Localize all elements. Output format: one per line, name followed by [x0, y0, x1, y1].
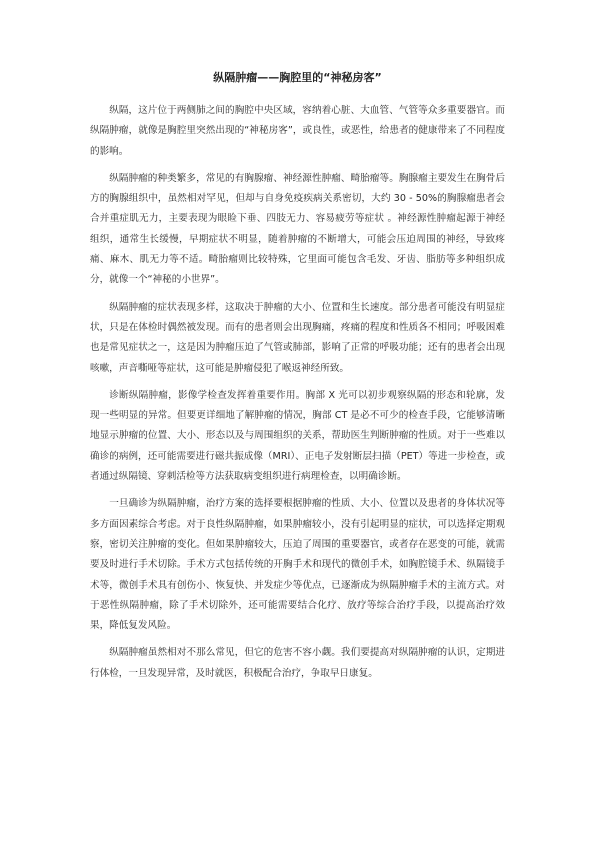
paragraph-symptoms: 纵隔肿瘤的症状表现多样，这取决于肿瘤的大小、位置和生长速度。部分患者可能没有明显症状，只是在体检时偶然被发现。而有的患者则会出现胸痛，疼痛的程度和性质各不相同；呼吸困难也是常见症状之一，这是因为肿瘤压迫了气管或肺部，影响了正常的呼吸功能；还有的患者会出现咳嗽，声音嘶哑等症状，这可能是肿瘤侵犯了喉返神经所致。: [90, 301, 505, 374]
paragraph-conclusion: 纵隔肿瘤虽然相对不那么常见，但它的危害不容小觑。我们要提高对纵隔肿瘤的认识，定期进行体检，一旦发现异常，及时就医，积极配合治疗，争取早日康复。: [90, 647, 505, 679]
paragraph-treatment: 一旦确诊为纵隔肿瘤，治疗方案的选择要根据肿瘤的性质、大小、位置以及患者的身体状况等多方面因素综合考虑。对于良性纵隔肿瘤，如果肿瘤较小，没有引起明显的症状，可以选择定期观察，密切关注肿瘤的变化。但如果肿瘤较大，压迫了周围的重要器官，或者存在恶变的可能，就需要及时进行手术切除。手术方式包括传统的开胸手术和现代的微创手术，如胸腔镜手术、纵隔镜手术等，微创手术具有创伤小、恢复快、并发症少等优点，已逐渐成为纵隔肿瘤手术的主流方式。对于恶性纵隔肿瘤，除了手术切除外，还可能需要结合化疗、放疗等综合治疗手段，以提高治疗效果，降低复发风险。: [90, 498, 505, 632]
paragraph-intro: 纵隔，这片位于两侧肺之间的胸腔中央区域，容纳着心脏、大血管、气管等众多重要器官。而纵隔肿瘤，就像是胸腔里突然出现的“神秘房客”，或良性，或恶性，给患者的健康带来了不同程度的影响。: [90, 105, 505, 157]
paragraph-types: 纵隔肿瘤的种类繁多，常见的有胸腺瘤、神经源性肿瘤、畸胎瘤等。胸腺瘤主要发生在胸骨后方的胸腺组织中，虽然相对罕见，但却与自身免疫疾病关系密切，大约 30 - 50%的胸腺瘤患者会合并重症肌无力，主要表现为眼睑下垂、四肢无力、容易疲劳等症状 。神经源性肿瘤起源于神经组织，通常生长缓慢，早期症状不明显，随着肿瘤的不断增大，可能会压迫周围的神经，导致疼痛、麻木、肌无力等不适。畸胎瘤则比较特殊，它里面可能包含毛发、牙齿、脂肪等多种组织成分，就像一个“神秘的小世界”。: [90, 172, 505, 286]
document-title: 纵隔肿瘤——胸腔里的“神秘房客”: [213, 71, 382, 84]
paragraph-diagnosis: 诊断纵隔肿瘤，影像学检查发挥着重要作用。胸部 X 光可以初步观察纵隔的形态和轮廓，发现一些明显的异常。但要更详细地了解肿瘤的情况，胸部 CT 是必不可少的检查手段，它能够清晰地显示肿瘤的位置、大小、形态以及与周围组织的关系，帮助医生判断肿瘤的性质。对于一些难以确诊的病例，还可能需要进行磁共振成像（MRI）、正电子发射断层扫描（PET）等进一步检查，或者通过纵隔镜、穿刺活检等方法获取病变组织进行病理检查，以明确诊断。: [90, 389, 505, 483]
document-body: [90, 101, 505, 691]
